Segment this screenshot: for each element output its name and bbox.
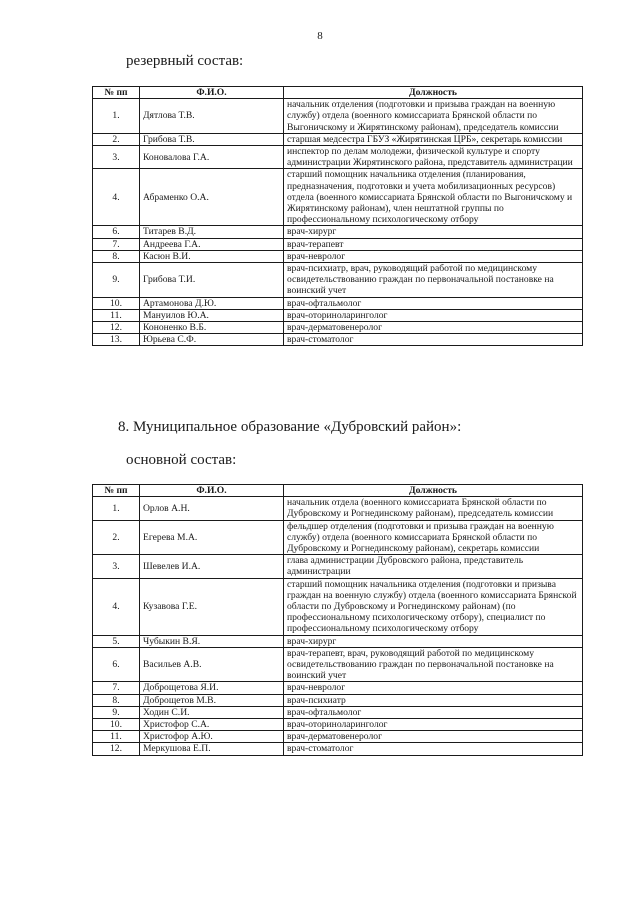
member-position: врач-оториноларинголог — [284, 719, 583, 731]
member-position: старший помощник начальника отделения (подготовки и призыва граждан на военную службу) отдела (военного комиссариата Брянской области по Дубровскому и Рогнединскому районам) (по профессиональному психологическому отбору), специалист по профессиональному психологическому отбору — [284, 578, 583, 635]
table-row — [93, 635, 583, 647]
row-number: 8. — [93, 694, 140, 706]
member-position: начальник отделения (подготовки и призыва граждан на военную службу) отдела (военного комиссариата Брянской области по Выгоничскому и Жирятинскому районам), председатель комиссии — [284, 99, 583, 134]
row-number: 6. — [93, 226, 140, 238]
header-number: № пп — [93, 485, 140, 497]
member-position: врач-психиатр, врач, руководящий работой по медицинскому освидетельствованию граждан по первоначальной постановке на воинский учет — [284, 263, 583, 298]
table-row — [93, 99, 583, 134]
member-name: Ходин С.И. — [140, 706, 284, 718]
member-name: Меркушова Е.П. — [140, 743, 284, 755]
row-number: 4. — [93, 578, 140, 635]
header-position: Должность — [284, 87, 583, 99]
table-row — [93, 169, 583, 226]
row-number: 1. — [93, 99, 140, 134]
member-name: Орлов А.Н. — [140, 497, 284, 520]
header-full-name: Ф.И.О. — [140, 485, 284, 497]
row-number: 5. — [93, 635, 140, 647]
row-number: 9. — [93, 263, 140, 298]
row-number: 7. — [93, 682, 140, 694]
table-row — [93, 322, 583, 334]
row-number: 12. — [93, 743, 140, 755]
member-position: врач-терапевт, врач, руководящий работой по медицинскому освидетельствованию граждан по первоначальной постановке на воинский учет — [284, 647, 583, 682]
table-row — [93, 731, 583, 743]
main-composition-table — [92, 484, 583, 756]
table-row — [93, 578, 583, 635]
member-name: Егерева М.А. — [140, 520, 284, 555]
table-row — [93, 263, 583, 298]
row-number: 4. — [93, 169, 140, 226]
member-position: глава администрации Дубровского района, представитель администрации — [284, 555, 583, 578]
table-row — [93, 238, 583, 250]
header-position: Должность — [284, 485, 583, 497]
member-name: Абраменко О.А. — [140, 169, 284, 226]
row-number: 2. — [93, 133, 140, 145]
member-name: Юрьева С.Ф. — [140, 334, 284, 346]
member-name: Грибова Т.И. — [140, 263, 284, 298]
table-row — [93, 226, 583, 238]
table-row — [93, 647, 583, 682]
member-name: Андреева Г.А. — [140, 238, 284, 250]
member-position: врач-стоматолог — [284, 334, 583, 346]
row-number: 10. — [93, 297, 140, 309]
member-name: Шевелев И.А. — [140, 555, 284, 578]
member-position: врач-невролог — [284, 682, 583, 694]
table-row — [93, 706, 583, 718]
table-row — [93, 682, 583, 694]
member-position: старший помощник начальника отделения (планирования, предназначения, подготовки и учета мобилизационных ресурсов) отдела (военного комиссариата Брянской области по Выгоничскому и Жирятинскому районам), член нештатной группы по профессиональному психологическому отбору — [284, 169, 583, 226]
member-name: Коновалова Г.А. — [140, 146, 284, 169]
member-name: Христофор А.Ю. — [140, 731, 284, 743]
member-name: Кузавова Г.Е. — [140, 578, 284, 635]
row-number: 9. — [93, 706, 140, 718]
member-position: врач-стоматолог — [284, 743, 583, 755]
table-row — [93, 497, 583, 520]
reserve-composition-table — [92, 86, 583, 346]
table-row — [93, 520, 583, 555]
member-name: Касюн В.И. — [140, 250, 284, 262]
member-position: врач-офтальмолог — [284, 706, 583, 718]
table-header-row — [93, 87, 583, 99]
header-full-name: Ф.И.О. — [140, 87, 284, 99]
row-number: 8. — [93, 250, 140, 262]
row-number: 12. — [93, 322, 140, 334]
table-row — [93, 309, 583, 321]
row-number: 7. — [93, 238, 140, 250]
member-name: Мануилов Ю.А. — [140, 309, 284, 321]
row-number: 11. — [93, 309, 140, 321]
member-position: врач-психиатр — [284, 694, 583, 706]
member-name: Васильев А.В. — [140, 647, 284, 682]
member-name: Чубыкин В.Я. — [140, 635, 284, 647]
row-number: 3. — [93, 555, 140, 578]
member-position: инспектор по делам молодежи, физической культуре и спорту администрации Жирятинского района, представитель администрации — [284, 146, 583, 169]
member-name: Титарев В.Д. — [140, 226, 284, 238]
reserve-composition-heading: резервный состав: — [126, 53, 244, 69]
row-number: 2. — [93, 520, 140, 555]
table-row — [93, 250, 583, 262]
member-name: Доброщетов М.В. — [140, 694, 284, 706]
member-position: врач-невролог — [284, 250, 583, 262]
member-position: врач-дерматовенеролог — [284, 322, 583, 334]
member-name: Артамонова Д.Ю. — [140, 297, 284, 309]
table-row — [93, 555, 583, 578]
table-row — [93, 297, 583, 309]
member-position: врач-оториноларинголог — [284, 309, 583, 321]
page-number: 8 — [317, 30, 323, 42]
member-position: начальник отдела (военного комиссариата Брянской области по Дубровскому и Рогнединскому районам), председатель комиссии — [284, 497, 583, 520]
table-row — [93, 719, 583, 731]
member-position: врач-терапевт — [284, 238, 583, 250]
member-position: врач-дерматовенеролог — [284, 731, 583, 743]
row-number: 6. — [93, 647, 140, 682]
member-position: старшая медсестра ГБУЗ «Жирятинская ЦРБ», секретарь комиссии — [284, 133, 583, 145]
member-name: Дятлова Т.В. — [140, 99, 284, 134]
header-number: № пп — [93, 87, 140, 99]
row-number: 3. — [93, 146, 140, 169]
row-number: 10. — [93, 719, 140, 731]
table-row — [93, 334, 583, 346]
table-row — [93, 133, 583, 145]
row-number: 13. — [93, 334, 140, 346]
table-row — [93, 743, 583, 755]
member-position: врач-хирург — [284, 226, 583, 238]
municipality-heading: 8. Муниципальное образование «Дубровский район»: — [118, 419, 462, 435]
table-row — [93, 146, 583, 169]
member-name: Кононенко В.Б. — [140, 322, 284, 334]
row-number: 1. — [93, 497, 140, 520]
member-position: врач-хирург — [284, 635, 583, 647]
table-row — [93, 694, 583, 706]
member-position: врач-офтальмолог — [284, 297, 583, 309]
table-header-row — [93, 485, 583, 497]
main-composition-heading: основной состав: — [126, 452, 237, 468]
member-name: Грибова Т.В. — [140, 133, 284, 145]
row-number: 11. — [93, 731, 140, 743]
member-name: Доброщетова Я.И. — [140, 682, 284, 694]
member-position: фельдшер отделения (подготовки и призыва граждан на военную службу) отдела (военного комиссариата Брянской области по Дубровскому и Рогнединскому районам), секретарь комиссии — [284, 520, 583, 555]
member-name: Христофор С.А. — [140, 719, 284, 731]
